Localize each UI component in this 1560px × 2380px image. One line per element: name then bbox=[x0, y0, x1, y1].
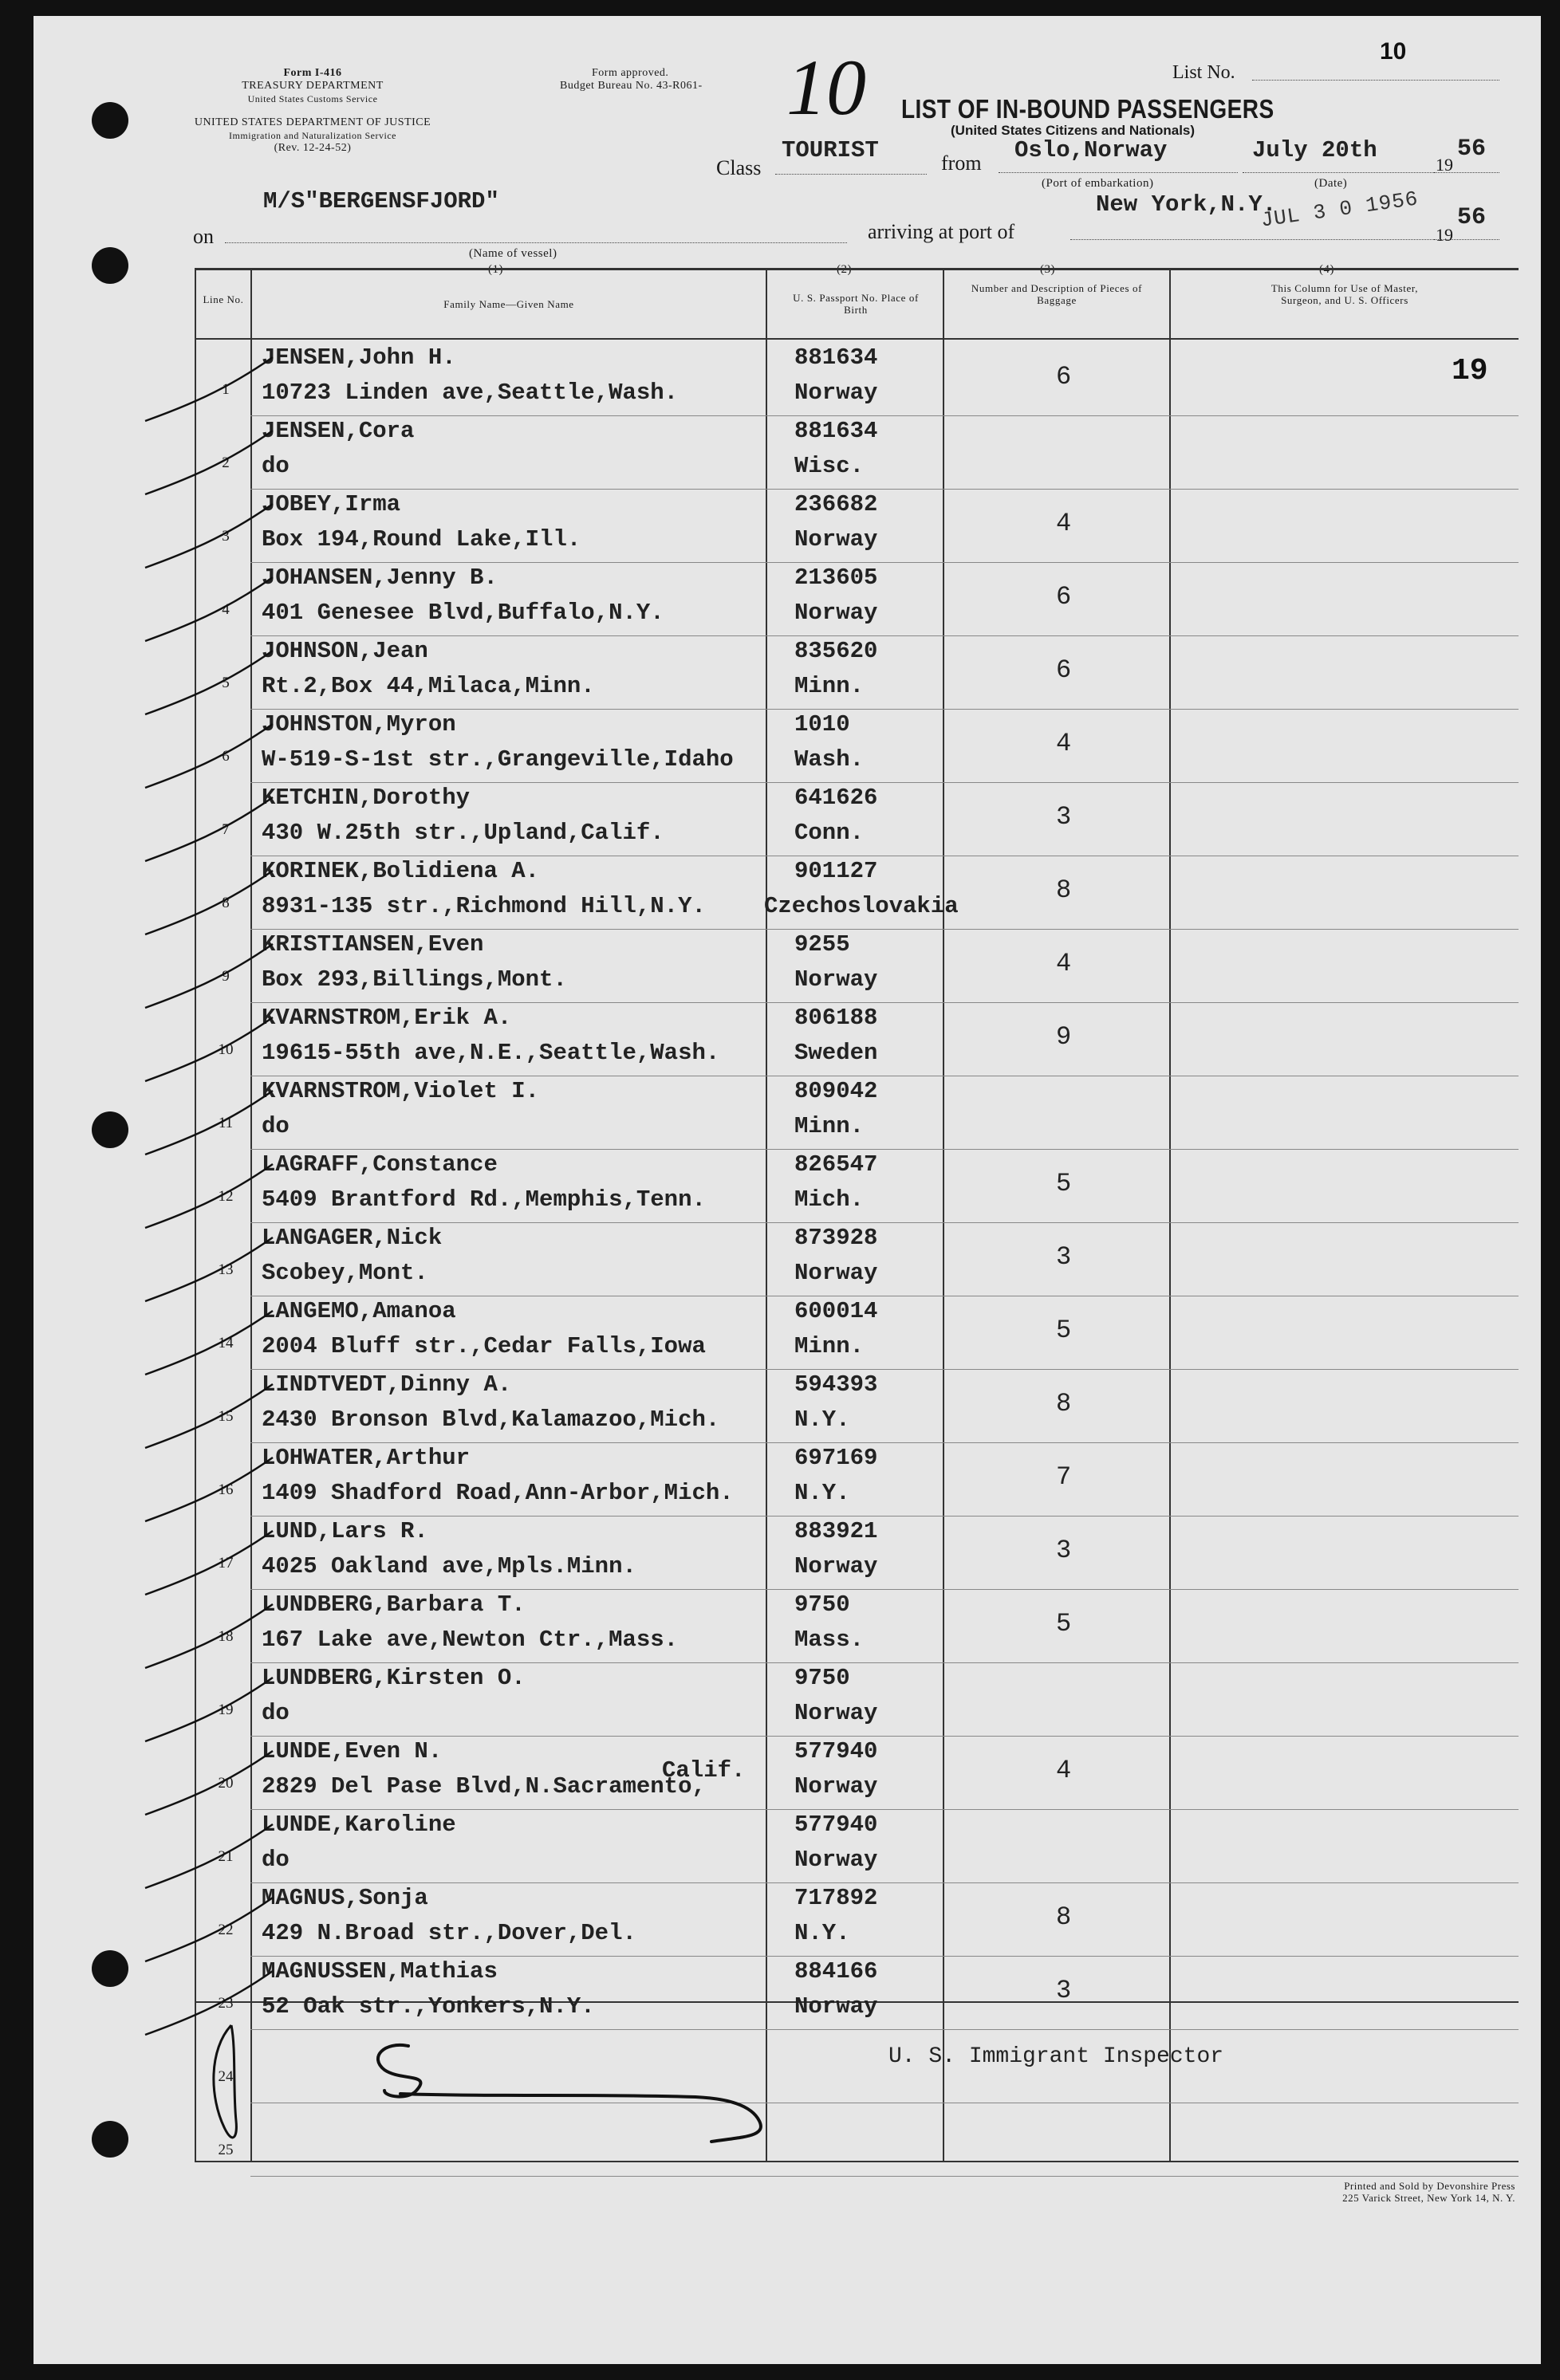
passenger-name: LUNDE,Even N. bbox=[262, 1738, 443, 1764]
place-of-birth: Sweden bbox=[794, 1040, 878, 1066]
from-line bbox=[999, 172, 1238, 173]
row-line-number: 3 bbox=[222, 527, 230, 545]
place-of-birth: Czechoslovakia bbox=[764, 893, 959, 919]
page-number: 10 bbox=[1380, 38, 1407, 65]
passport-number: 884166 bbox=[794, 1958, 878, 1985]
passenger-address: Box 194,Round Lake,Ill. bbox=[262, 526, 581, 553]
passenger-name: JENSEN,John H. bbox=[262, 344, 456, 371]
vessel-caption: (Name of vessel) bbox=[469, 247, 557, 260]
row-line-number: 4 bbox=[222, 600, 230, 618]
date-value: July 20th bbox=[1252, 137, 1377, 163]
binder-hole bbox=[92, 102, 128, 139]
row-line-number: 6 bbox=[222, 747, 230, 765]
passenger-name: JOBEY,Irma bbox=[262, 491, 401, 517]
baggage-count: 8 bbox=[1056, 1902, 1072, 1932]
place-of-birth: Norway bbox=[794, 380, 878, 406]
form-rev: (Rev. 12-24-52) bbox=[274, 142, 352, 154]
table-header-rule bbox=[195, 338, 1519, 340]
row-line-number: 24 bbox=[218, 2067, 234, 2085]
passport-number: 881634 bbox=[794, 344, 878, 371]
place-of-birth: Norway bbox=[794, 966, 878, 993]
list-no-line bbox=[1252, 80, 1499, 81]
baggage-count: 4 bbox=[1056, 949, 1072, 978]
passenger-name: KVARNSTROM,Violet I. bbox=[262, 1078, 540, 1104]
passenger-address: 19615-55th ave,N.E.,Seattle,Wash. bbox=[262, 1040, 720, 1066]
passenger-address: 2004 Bluff str.,Cedar Falls,Iowa bbox=[262, 1333, 706, 1359]
form-id-block bbox=[193, 67, 432, 105]
passenger-address-extra: Calif. bbox=[662, 1757, 746, 1784]
baggage-count: 6 bbox=[1056, 362, 1072, 391]
baggage-count: 6 bbox=[1056, 582, 1072, 612]
row-line-number: 15 bbox=[218, 1407, 234, 1425]
manifest-title: LIST OF IN-BOUND PASSENGERS bbox=[901, 94, 1274, 124]
right-tally: 19 bbox=[1452, 354, 1488, 388]
port-of-embarkation-label: (Port of embarkation) bbox=[1042, 177, 1154, 190]
passenger-name: LANGAGER,Nick bbox=[262, 1225, 443, 1251]
passenger-name: JOHNSTON,Myron bbox=[262, 711, 456, 738]
passport-number: 717892 bbox=[794, 1885, 878, 1911]
year-prefix-2: 19 bbox=[1436, 225, 1453, 245]
place-of-birth: Norway bbox=[794, 1553, 878, 1579]
handwritten-list-number: 10 bbox=[786, 43, 866, 132]
table-row bbox=[33, 930, 1541, 1003]
baggage-count: 8 bbox=[1056, 1389, 1072, 1418]
place-of-birth: Wisc. bbox=[794, 453, 865, 479]
table-row bbox=[33, 710, 1541, 783]
header-baggage: Number and Description of Pieces of Baggage bbox=[971, 282, 1143, 306]
passenger-name: KRISTIANSEN,Even bbox=[262, 931, 484, 958]
baggage-count: 5 bbox=[1056, 1169, 1072, 1198]
passport-number: 641626 bbox=[794, 785, 878, 811]
table-row bbox=[33, 1443, 1541, 1517]
passenger-address: do bbox=[262, 1113, 290, 1139]
class-value: TOURIST bbox=[782, 137, 879, 163]
row-line-number: 5 bbox=[222, 674, 230, 691]
passenger-address: 5409 Brantford Rd.,Memphis,Tenn. bbox=[262, 1186, 706, 1213]
passport-number: 826547 bbox=[794, 1151, 878, 1178]
class-line bbox=[775, 174, 927, 175]
place-of-birth: Mass. bbox=[794, 1627, 865, 1653]
passenger-name: JOHANSEN,Jenny B. bbox=[262, 565, 498, 591]
row-line-number: 19 bbox=[218, 1701, 234, 1718]
passport-number: 9255 bbox=[794, 931, 850, 958]
arrival-port-value: New York,N.Y. bbox=[1096, 191, 1277, 218]
passenger-name: LINDTVEDT,Dinny A. bbox=[262, 1371, 512, 1398]
passenger-address: do bbox=[262, 453, 290, 479]
vessel-value: M/S"BERGENSFJORD" bbox=[263, 188, 499, 214]
place-of-birth: Norway bbox=[794, 1993, 878, 2020]
row-line-number: 9 bbox=[222, 967, 230, 985]
year-line-1 bbox=[1434, 172, 1499, 173]
row-line-number: 7 bbox=[222, 820, 230, 838]
row-line-number: 18 bbox=[218, 1627, 234, 1645]
passport-number: 236682 bbox=[794, 491, 878, 517]
passenger-address: 1409 Shadford Road,Ann-Arbor,Mich. bbox=[262, 1480, 734, 1506]
row-line-number: 11 bbox=[218, 1114, 234, 1131]
row-line-number: 16 bbox=[218, 1481, 234, 1498]
baggage-count: 3 bbox=[1056, 802, 1072, 832]
from-label: from bbox=[941, 151, 982, 175]
table-row bbox=[33, 1223, 1541, 1296]
header-name: Family Name—Given Name bbox=[443, 298, 574, 310]
passport-number: 577940 bbox=[794, 1738, 878, 1764]
place-of-birth: Mich. bbox=[794, 1186, 865, 1213]
table-row bbox=[33, 416, 1541, 490]
passenger-name: LUNDBERG,Barbara T. bbox=[262, 1591, 526, 1618]
form-budget: Budget Bureau No. 43-R061- bbox=[560, 80, 703, 92]
passport-number: 600014 bbox=[794, 1298, 878, 1324]
table-row bbox=[33, 563, 1541, 636]
printer-line-1: Printed and Sold by Devonshire Press bbox=[1344, 2180, 1515, 2192]
vessel-line bbox=[225, 242, 847, 243]
baggage-count: 3 bbox=[1056, 1536, 1072, 1565]
passenger-name: KORINEK,Bolidiena A. bbox=[262, 858, 540, 884]
place-of-birth: N.Y. bbox=[794, 1406, 850, 1433]
table-row bbox=[33, 1883, 1541, 1957]
inspector-signature bbox=[353, 2017, 831, 2145]
passenger-address: 52 Oak str.,Yonkers,N.Y. bbox=[262, 1993, 595, 2020]
justice-block bbox=[169, 116, 456, 155]
baggage-count: 3 bbox=[1056, 1976, 1072, 2005]
row-line-number: 23 bbox=[218, 1994, 234, 2012]
baggage-count: 8 bbox=[1056, 875, 1072, 905]
passport-number: 881634 bbox=[794, 418, 878, 444]
place-of-birth: Norway bbox=[794, 1773, 878, 1800]
passenger-address: 8931-135 str.,Richmond Hill,N.Y. bbox=[262, 893, 706, 919]
table-row bbox=[33, 783, 1541, 856]
approval-block bbox=[560, 67, 751, 92]
table-row bbox=[33, 1810, 1541, 1883]
passport-number: 9750 bbox=[794, 1665, 850, 1691]
place-of-birth: Conn. bbox=[794, 820, 865, 846]
table-row bbox=[33, 343, 1541, 416]
year-prefix-1: 19 bbox=[1436, 155, 1453, 175]
passenger-address: Rt.2,Box 44,Milaca,Minn. bbox=[262, 673, 595, 699]
passport-number: 901127 bbox=[794, 858, 878, 884]
date-stamp: JUL 3 0 1956 bbox=[1259, 187, 1420, 233]
arrival-line bbox=[1070, 239, 1434, 240]
table-row bbox=[33, 856, 1541, 930]
table-row bbox=[33, 490, 1541, 563]
on-label: on bbox=[193, 225, 214, 248]
place-of-birth: Minn. bbox=[794, 673, 865, 699]
passenger-name: MAGNUSSEN,Mathias bbox=[262, 1958, 498, 1985]
baggage-count: 3 bbox=[1056, 1242, 1072, 1272]
row-line-number: 2 bbox=[222, 454, 230, 471]
table-row bbox=[33, 1076, 1541, 1150]
arriving-label: arriving at port of bbox=[868, 220, 1015, 243]
form-justice: UNITED STATES DEPARTMENT OF JUSTICE bbox=[194, 116, 431, 128]
inspector-label: U. S. Immigrant Inspector bbox=[888, 2044, 1224, 2069]
passenger-address: 10723 Linden ave,Seattle,Wash. bbox=[262, 380, 679, 406]
row-line-number: 20 bbox=[218, 1774, 234, 1792]
passport-number: 577940 bbox=[794, 1812, 878, 1838]
header-line-no: Line No. bbox=[203, 293, 244, 305]
row-line-number: 13 bbox=[218, 1261, 234, 1278]
passport-number: 697169 bbox=[794, 1445, 878, 1471]
form-id: Form I-416 bbox=[283, 67, 342, 79]
place-of-birth: Norway bbox=[794, 1700, 878, 1726]
table-row bbox=[33, 1590, 1541, 1663]
passenger-address: do bbox=[262, 1700, 290, 1726]
passport-number: 809042 bbox=[794, 1078, 878, 1104]
passenger-address: Box 293,Billings,Mont. bbox=[262, 966, 567, 993]
table-row bbox=[33, 1737, 1541, 1810]
form-dept: TREASURY DEPARTMENT bbox=[242, 80, 384, 92]
row-line-number: 12 bbox=[218, 1187, 234, 1205]
passenger-address: do bbox=[262, 1847, 290, 1873]
baggage-count: 5 bbox=[1056, 1316, 1072, 1345]
passenger-address: Scobey,Mont. bbox=[262, 1260, 428, 1286]
form-approved: Form approved. bbox=[592, 67, 669, 79]
passenger-address: 167 Lake ave,Newton Ctr.,Mass. bbox=[262, 1627, 679, 1653]
passenger-address: 2829 Del Pase Blvd,N.Sacramento, bbox=[262, 1773, 706, 1800]
form-service: United States Customs Service bbox=[247, 93, 378, 104]
passenger-name: JOHNSON,Jean bbox=[262, 638, 428, 664]
row-line-number: 17 bbox=[218, 1554, 234, 1572]
place-of-birth: Norway bbox=[794, 526, 878, 553]
passenger-name: KVARNSTROM,Erik A. bbox=[262, 1005, 512, 1031]
place-of-birth: Norway bbox=[794, 600, 878, 626]
passport-number: 883921 bbox=[794, 1518, 878, 1544]
year-line-2 bbox=[1434, 239, 1499, 240]
header-passport: U. S. Passport No. Place of Birth bbox=[793, 292, 919, 316]
from-port-value: Oslo,Norway bbox=[1014, 137, 1168, 163]
passenger-address: W-519-S-1st str.,Grangeville,Idaho bbox=[262, 746, 734, 773]
baggage-count: 7 bbox=[1056, 1462, 1072, 1492]
baggage-count: 5 bbox=[1056, 1609, 1072, 1638]
header-officers: This Column for Use of Master, Surgeon, and U. S. Officers bbox=[1270, 282, 1419, 306]
place-of-birth: Norway bbox=[794, 1260, 878, 1286]
passenger-name: LAGRAFF,Constance bbox=[262, 1151, 498, 1178]
printer-credit bbox=[1164, 2180, 1515, 2204]
table-row bbox=[33, 1296, 1541, 1370]
class-label: Class bbox=[716, 156, 762, 179]
passport-number: 9750 bbox=[794, 1591, 850, 1618]
list-no-label: List No. bbox=[1172, 62, 1235, 83]
passport-number: 213605 bbox=[794, 565, 878, 591]
passenger-name: LUNDE,Karoline bbox=[262, 1812, 456, 1838]
row-separator bbox=[250, 2176, 1519, 2177]
row-line-number: 8 bbox=[222, 894, 230, 911]
table-top-rule bbox=[195, 268, 1519, 270]
place-of-birth: N.Y. bbox=[794, 1920, 850, 1946]
baggage-count: 6 bbox=[1056, 655, 1072, 685]
row-line-number: 10 bbox=[218, 1041, 234, 1058]
manifest-sheet bbox=[33, 16, 1541, 2364]
passport-number: 873928 bbox=[794, 1225, 878, 1251]
passenger-address: 401 Genesee Blvd,Buffalo,N.Y. bbox=[262, 600, 664, 626]
place-of-birth: Minn. bbox=[794, 1333, 865, 1359]
place-of-birth: N.Y. bbox=[794, 1480, 850, 1506]
printer-line-2: 225 Varick Street, New York 14, N. Y. bbox=[1342, 2192, 1515, 2204]
row-line-number: 25 bbox=[218, 2141, 234, 2158]
passport-number: 594393 bbox=[794, 1371, 878, 1398]
passenger-name: MAGNUS,Sonja bbox=[262, 1885, 428, 1911]
passenger-address: 4025 Oakland ave,Mpls.Minn. bbox=[262, 1553, 636, 1579]
table-row bbox=[33, 1150, 1541, 1223]
place-of-birth: Norway bbox=[794, 1847, 878, 1873]
row-line-number: 1 bbox=[222, 380, 230, 398]
baggage-count: 9 bbox=[1056, 1022, 1072, 1052]
table-row bbox=[33, 636, 1541, 710]
date-caption: (Date) bbox=[1314, 177, 1348, 190]
baggage-count: 4 bbox=[1056, 1756, 1072, 1785]
passenger-name: LOHWATER,Arthur bbox=[262, 1445, 471, 1471]
passenger-address: 429 N.Broad str.,Dover,Del. bbox=[262, 1920, 636, 1946]
place-of-birth: Minn. bbox=[794, 1113, 865, 1139]
year-value-1: 56 bbox=[1457, 136, 1487, 163]
table-row bbox=[33, 1517, 1541, 1590]
row-line-number: 22 bbox=[218, 1921, 234, 1938]
passenger-name: LANGEMO,Amanoa bbox=[262, 1298, 456, 1324]
form-ins: Immigration and Naturalization Service bbox=[229, 130, 396, 141]
date-line bbox=[1243, 172, 1434, 173]
margin-mark bbox=[193, 2017, 273, 2169]
manifest-subtitle: (United States Citizens and Nationals) bbox=[951, 123, 1196, 138]
passenger-address: 2430 Bronson Blvd,Kalamazoo,Mich. bbox=[262, 1406, 720, 1433]
passenger-name: LUNDBERG,Kirsten O. bbox=[262, 1665, 526, 1691]
passenger-name: JENSEN,Cora bbox=[262, 418, 415, 444]
place-of-birth: Wash. bbox=[794, 746, 865, 773]
passport-number: 806188 bbox=[794, 1005, 878, 1031]
passport-number: 835620 bbox=[794, 638, 878, 664]
passport-number: 1010 bbox=[794, 711, 850, 738]
table-row bbox=[33, 1370, 1541, 1443]
baggage-count: 4 bbox=[1056, 729, 1072, 758]
passenger-name: LUND,Lars R. bbox=[262, 1518, 428, 1544]
passenger-address: 430 W.25th str.,Upland,Calif. bbox=[262, 820, 664, 846]
table-row bbox=[33, 1003, 1541, 1076]
row-line-number: 21 bbox=[218, 1847, 234, 1865]
binder-hole bbox=[92, 247, 128, 284]
passenger-name: KETCHIN,Dorothy bbox=[262, 785, 471, 811]
year-value-2: 56 bbox=[1457, 204, 1487, 231]
row-line-number: 14 bbox=[218, 1334, 234, 1351]
table-row bbox=[33, 1663, 1541, 1737]
baggage-count: 4 bbox=[1056, 509, 1072, 538]
